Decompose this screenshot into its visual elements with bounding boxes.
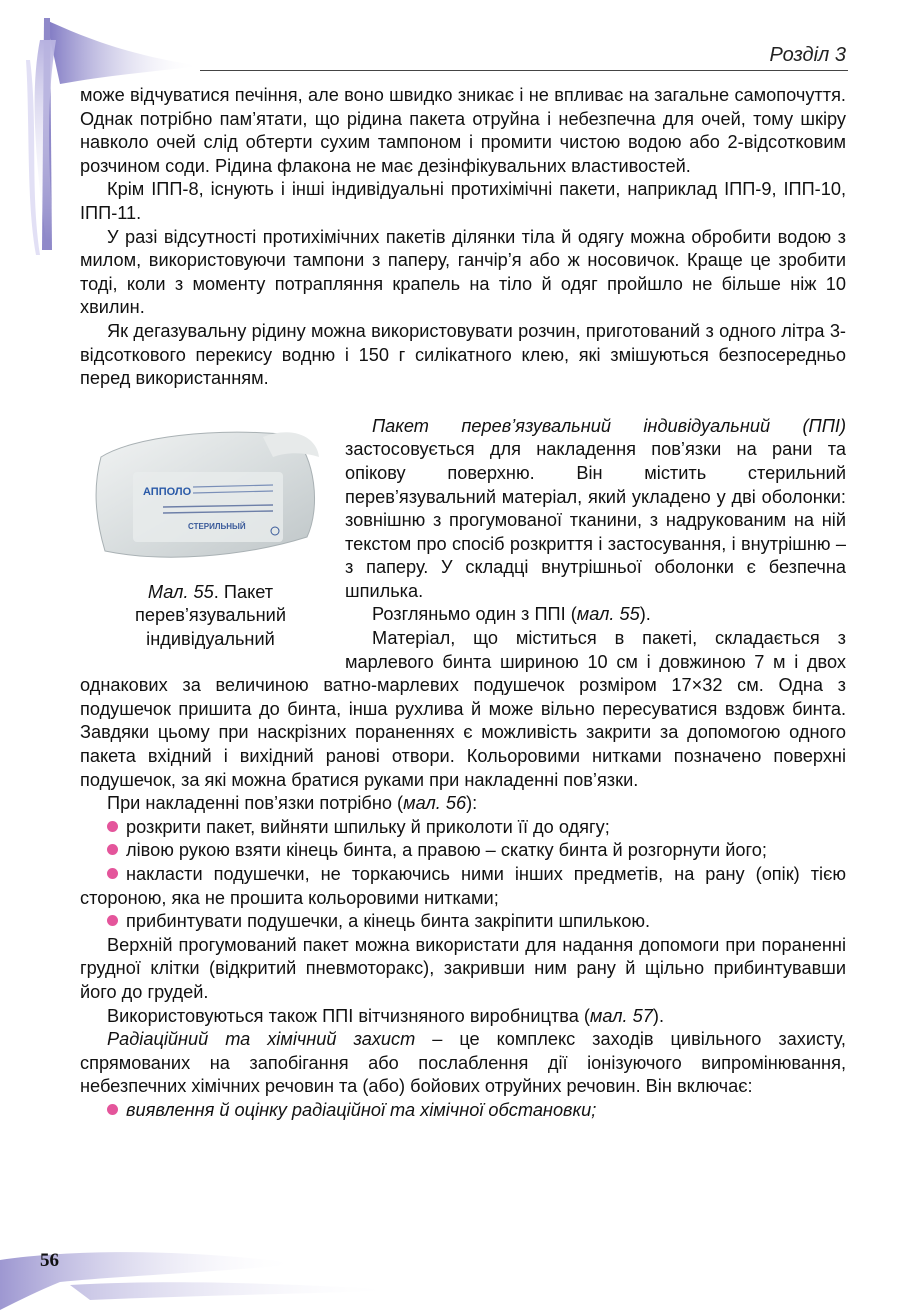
term-protection: Радіаційний та хімічний захист bbox=[107, 1029, 416, 1050]
figure-ref: мал. 56 bbox=[403, 793, 467, 814]
bullet-dot-icon bbox=[107, 868, 118, 879]
figure-label: Мал. 55 bbox=[147, 581, 214, 602]
bullet-text: лівою рукою взяти кінець бинта, а правою – скатку бинта й розгорнути його; bbox=[126, 840, 767, 861]
figure-caption bbox=[80, 581, 335, 652]
paragraph: може відчуватися печіння, але воно швидко зникає і не впливає на загальне самопочуття. Однак потрібно пам’ятати, що рідина пакета отруйна і небезпечна для очей, тому шкіру навколо очей слід обтерти сухим тампоном і промити чистою водою або 2-відсотковим розчином соди. Рідина флакона не має дезінфікувальних властивостей. bbox=[80, 85, 846, 176]
figure-ref: мал. 57 bbox=[589, 1005, 653, 1026]
ppi-description: застосовується для накладення пов’язки на рани та опікову поверхню. Він містить стерильний перев’язувальний матеріал, який укладено у дві оболонки: зовнішню з прогумованої тканини, з надрукованим на ній текстом про спосіб розкриття і застосування, і внутрішню – з паперу. У складці внутрішньої оболонки є безпечна шпилька. bbox=[345, 439, 846, 601]
paragraph: У разі відсутності протихімічних пакетів ділянки тіла й одягу можна обробити водою з милом, використовуючи тампони з паперу, ганчір’я або ж носовичок. Краще це зробити тоді, коли з моменту потрапляння крапель на тіло й одяг пройшло не більше ніж 10 хвилин. bbox=[80, 226, 846, 318]
page-number: 56 bbox=[40, 1250, 59, 1271]
text: ). bbox=[652, 1005, 665, 1026]
paragraph: Матеріал, що міститься в пакеті, складається з марлевого бинта шириною 10 см і довжиною 7 м і двох однакових за величиною ватно-марлевих подушечок розміром 17×32 см. Одна з подушечок пришита до бинта, інша рухлива й може вільно пересуватися вздовж бинта. Завдяки цьому при наскрізних пораненнях є можливість закрити за допомогою одного пакета вхідний і вихідний ранові отвори. Кольоровими нитками позначено поверхні подушечок, за які можна братися руками при накладенні пов’язки. bbox=[80, 628, 846, 790]
bullet-item bbox=[80, 816, 846, 840]
bullet-dot-icon bbox=[107, 1104, 118, 1115]
text: При накладенні пов’язки потрібно ( bbox=[107, 793, 404, 814]
protection-description: – це комплекс заходів цивільного захисту, спрямованих на запобігання або послаблення дії іонізуючого випромінювання, небезпечних хімічних речовин та (або) бойових отруйних речовин. Він включає: bbox=[80, 1029, 846, 1097]
text: Використовуються також ППІ вітчизняного виробництва ( bbox=[107, 1005, 590, 1026]
page-body bbox=[80, 84, 846, 1123]
bullet-item bbox=[80, 910, 846, 934]
section-title: Розділ 3 bbox=[769, 44, 846, 66]
figure-caption-text: . Пакет перев’язувальний індивідуальний bbox=[135, 581, 286, 649]
bullet-dot-icon bbox=[107, 821, 118, 832]
bullet-item bbox=[80, 1099, 846, 1123]
bullet-text: накласти подушечки, не торкаючись ними інших предметів, на рану (опік) тією стороною, яка не прошита кольоровими нитками; bbox=[80, 864, 846, 908]
bullet-text: прибинтувати подушечки, а кінець бинта закріпити шпилькою. bbox=[126, 911, 651, 932]
dressing-package-image bbox=[93, 417, 323, 567]
bullet-dot-icon bbox=[107, 844, 118, 855]
header-rule bbox=[200, 70, 848, 71]
package-sterile: СТЕРИЛЬНЫЙ bbox=[187, 521, 246, 531]
paragraph bbox=[80, 792, 846, 816]
text: ): bbox=[466, 793, 478, 814]
decorative-flag-bottom bbox=[0, 1230, 420, 1314]
paragraph bbox=[80, 1028, 846, 1099]
bullet-dot-icon bbox=[107, 915, 118, 926]
bullet-item bbox=[80, 863, 846, 910]
bullet-text: розкрити пакет, вийняти шпильку й приколоти її до одягу; bbox=[126, 816, 610, 837]
text: ). bbox=[639, 604, 651, 625]
text: Розгляньмо один з ППІ ( bbox=[372, 604, 577, 625]
bullet-item bbox=[80, 839, 846, 863]
paragraph bbox=[80, 1005, 846, 1029]
term-ppi: Пакет перев’язувальний індивідуальний (ППІ) bbox=[372, 415, 846, 436]
package-brand: АППОЛО bbox=[142, 485, 191, 498]
paragraph: Верхній прогумований пакет можна використати для надання допомоги при пораненні грудної клітки (відкритий пневмоторакс), закривши ним рану й щільно прибинтувавши його до грудей. bbox=[80, 934, 846, 1002]
paragraph: Як дегазувальну рідину можна використовувати розчин, приготований з одного літра 3-відсоткового перекису водню і 150 г силікатного клею, які змішуються безпосередньо перед використанням. bbox=[80, 320, 846, 389]
figure-55 bbox=[80, 415, 335, 652]
bullet-text: виявлення й оцінку радіаційної та хімічної обстановки; bbox=[126, 1099, 597, 1120]
figure-ref: мал. 55 bbox=[576, 604, 640, 625]
paragraph: Крім ІПП-8, існують і інші індивідуальні протихімічні пакети, наприклад ІПП-9, ІПП-10, ІПП-11. bbox=[80, 179, 846, 223]
